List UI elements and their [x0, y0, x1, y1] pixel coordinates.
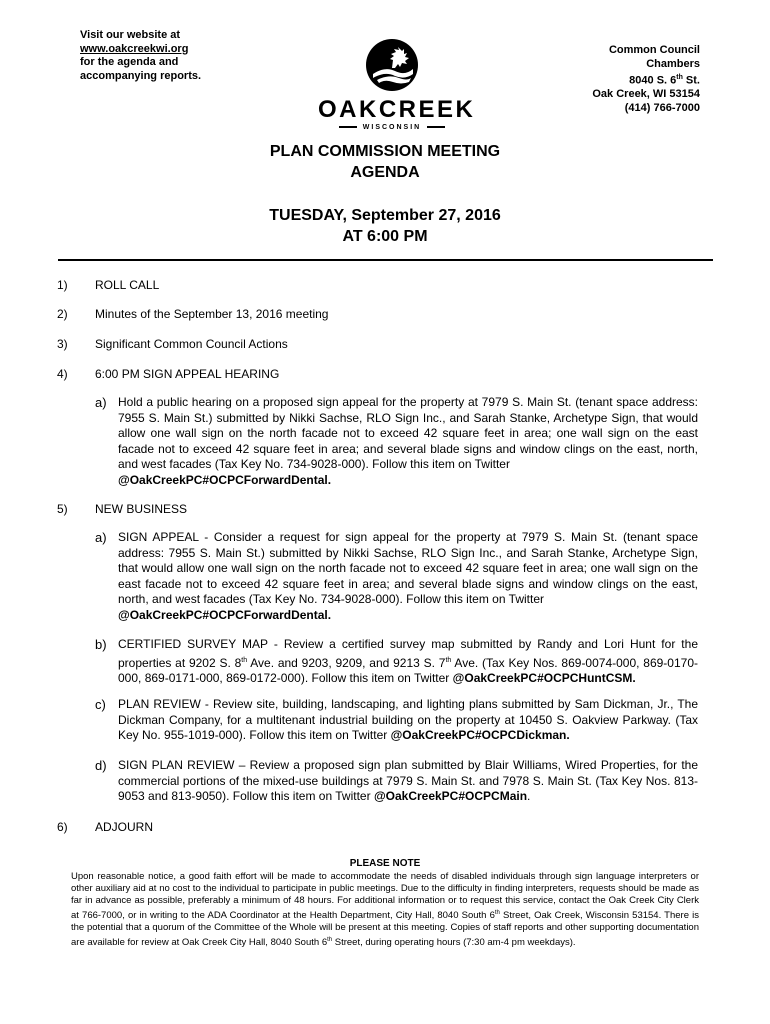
sub-item-sign-plan-review — [95, 758, 698, 805]
twitter-handle[interactable]: @OakCreekPC#OCPCDickman. — [390, 728, 570, 743]
ordinal-suffix: th — [327, 937, 333, 944]
logo-dash — [427, 126, 445, 128]
ordinal-suffix: th — [445, 656, 452, 664]
sub-item-text: SIGN APPEAL - Consider a request for sign appeal for the property at 7979 S. Main St. (tenant space address: 7955 S. Main St.) submitted by Nikki Sachse, RLO Sign Inc., and Sarah Stanke, Archetype Sign, that would allow one wall sign on the north facade not to exceed 42 square feet in area; one wall sign on the east facade not to exceed 42 square feet in area; and several blade signs and window clings on the east, north, and west facades (Tax Key No. 734-9028-000). Follow this item on Twitter — [118, 530, 698, 607]
sub-item-text: Ave. (Tax Key Nos. 869-0074-000, 869-0170-000, 869-0171-000, 869-0172-000). Follow this item on Twitter — [118, 655, 698, 686]
meeting-date: TUESDAY, September 27, 2016 — [269, 207, 501, 224]
item-text: Minutes of the September 13, 2016 meeting — [95, 307, 329, 321]
address-line: Common Council — [608, 44, 700, 56]
twitter-handle[interactable]: @OakCreekPC#OCPCMain — [373, 789, 528, 804]
item-number: 2) — [57, 307, 68, 321]
sub-item-body — [118, 395, 698, 489]
address-ordinal: th — [676, 74, 683, 81]
oak-tree-emblem-icon — [365, 38, 419, 92]
sub-item-text: CERTIFIED SURVEY MAP - Review a certified survey map submitted by Randy and Lori Hunt for the properties at 9202 S. 8 — [118, 637, 698, 670]
item-number: 5) — [57, 502, 68, 516]
twitter-handle[interactable]: @OakCreekPC#OCPCForwardDental. — [118, 472, 332, 487]
sub-item-text: Ave. and 9203, 9209, and 9213 S. 7 — [247, 655, 446, 670]
sub-item-plan-review — [95, 697, 698, 744]
sub-item-body — [118, 758, 698, 805]
meeting-title: PLAN COMMISSION MEETING — [269, 143, 501, 160]
sub-item-letter: c) — [95, 697, 106, 712]
sub-item-public-hearing — [95, 395, 698, 489]
twitter-handle[interactable]: @OakCreekPC#OCPCForwardDental. — [118, 607, 332, 622]
website-notice — [80, 29, 201, 83]
address-street-suffix: St. — [682, 74, 700, 87]
council-address — [592, 44, 700, 115]
item-text: ADJOURN — [95, 820, 154, 834]
sub-item-letter: a) — [95, 530, 107, 545]
agenda-item-new-business — [57, 501, 187, 517]
logo-subtitle-text: WISCONSIN — [362, 124, 422, 131]
twitter-handle[interactable]: @OakCreekPC#OCPCHuntCSM. — [452, 671, 636, 686]
accessibility-note — [71, 871, 699, 949]
item-text: ROLL CALL — [95, 278, 160, 292]
agenda-item-council-actions — [57, 336, 288, 352]
website-notice-line: accompanying reports. — [80, 69, 202, 82]
address-street: 8040 S. 6 — [629, 74, 677, 87]
sub-item-sign-appeal — [95, 530, 698, 624]
address-phone: (414) 766-7000 — [624, 101, 700, 114]
website-notice-line: for the agenda and — [80, 56, 179, 68]
note-text: Street, Oak Creek, Wisconsin 53154. There is the potential that a quorum of the Committee of the Whole will be present at this meeting. Copies of staff reports and other supporting documentation are available for review at Oak Creek City Hall, 8040 South 6 — [71, 910, 699, 949]
sub-item-certified-survey-map — [95, 637, 698, 687]
item-text: Significant Common Council Actions — [95, 337, 288, 351]
agenda-item-adjourn — [57, 819, 153, 835]
agenda-heading: AGENDA — [350, 164, 420, 181]
sub-item-end: . — [527, 789, 531, 804]
sub-item-text: PLAN REVIEW - Review site, building, landscaping, and lighting plans submitted by Sam Dickman, Jr., The Dickman Company, for a multitenant industrial building on the property at 10450 S. Oakview Parkway. (Tax Key No. 955-1019-000). Follow this item on Twitter — [118, 697, 698, 743]
agenda-item-sign-appeal-hearing — [57, 366, 279, 382]
agenda-item-roll-call — [57, 277, 159, 293]
logo-subtitle — [318, 124, 466, 131]
sub-item-letter: b) — [95, 637, 107, 652]
sub-item-body — [118, 530, 698, 624]
sub-item-text: Hold a public hearing on a proposed sign appeal for the property at 7979 S. Main St. (tenant space address: 7955 S. Main St.) submitted by Nikki Sachse, RLO Sign Inc., and Sarah Stanke, Archetype Sign, that would allow one wall sign on the north facade not to exceed 42 square feet in area; one wall sign on the east facade not to exceed 42 square feet in area; and several blade signs and window clings on the east, north, and west facades (Tax Key No. 734-9028-000). Follow this item on Twitter — [118, 395, 698, 472]
ordinal-suffix: th — [494, 910, 500, 916]
oak-creek-logo — [318, 38, 476, 138]
address-line: Chambers — [646, 57, 700, 70]
note-title: PLEASE NOTE — [349, 858, 421, 869]
logo-wordmark: OAKCREEK — [318, 96, 476, 123]
note-text: Street, during operating hours (7:30 am-4 pm weekdays). — [332, 937, 576, 949]
item-number: 4) — [57, 367, 68, 381]
logo-dash — [339, 126, 357, 128]
website-notice-line: Visit our website at — [80, 29, 181, 41]
sub-item-body — [118, 637, 698, 687]
item-text: 6:00 PM SIGN APPEAL HEARING — [95, 367, 280, 381]
item-number: 6) — [57, 820, 68, 834]
sub-item-letter: a) — [95, 395, 107, 410]
sub-item-text: SIGN PLAN REVIEW – Review a proposed sign plan submitted by Blair Williams, Wired Properties, for the commercial portions of the mixed-use buildings at 7979 S. Main St. and 7978 S. Main St. (Tax Key Nos. 813-9053 and 813-9050). Follow this item on Twitter — [118, 758, 698, 804]
meeting-time: AT 6:00 PM — [342, 228, 428, 245]
agenda-item-minutes — [57, 306, 328, 322]
address-line: Oak Creek, WI 53154 — [592, 88, 700, 101]
item-number: 1) — [57, 278, 68, 292]
item-number: 3) — [57, 337, 68, 351]
website-link[interactable]: www.oakcreekwi.org — [80, 42, 189, 55]
ordinal-suffix: th — [241, 656, 248, 664]
note-text: Upon reasonable notice, a good faith effort will be made to accommodate the needs of disabled individuals through sign language interpreters or other auxiliary aid at no cost to the individual to participate in public meetings. Due to the difficulty in finding interpreters, requests should be made as far in advance as possible, preferably a minimum of 48 hours. For additional information or to request this service, contact the Oak Creek City Clerk at 766-7000, or in writing to the ADA Coordinator at the Health Department, City Hall, 8040 South 6 — [71, 871, 699, 922]
item-text: NEW BUSINESS — [95, 502, 188, 516]
header-divider — [58, 259, 713, 261]
sub-item-body — [118, 697, 698, 744]
address-line — [592, 71, 700, 88]
sub-item-letter: d) — [95, 758, 107, 773]
